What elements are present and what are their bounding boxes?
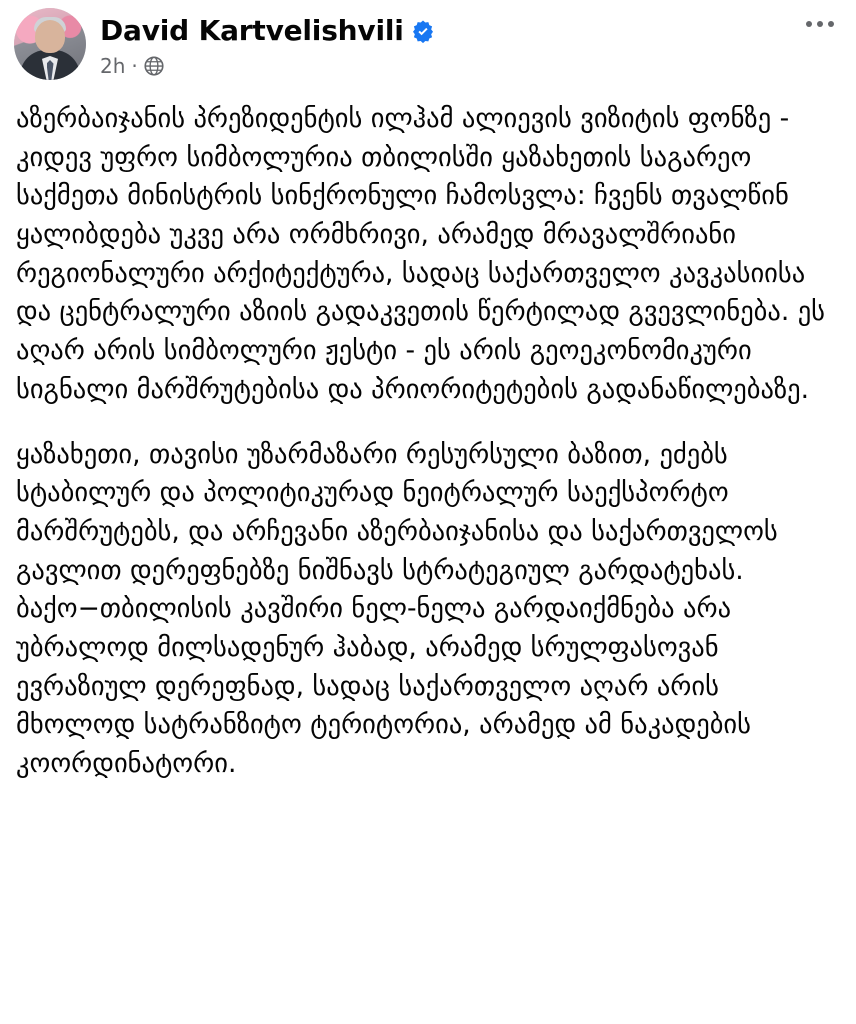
verified-badge-icon: [411, 19, 435, 43]
ellipsis-dot: [828, 21, 834, 27]
avatar[interactable]: [14, 8, 86, 80]
globe-icon[interactable]: [144, 56, 164, 76]
post-content: [14, 86, 842, 784]
post-timestamp[interactable]: 2h: [100, 53, 126, 78]
avatar-head: [35, 20, 65, 53]
post-paragraph: აზერბაიჯანის პრეზიდენტის ილჰამ ალიევის ვიზიტის ფონზე - კიდევ უფრო სიმბოლურია თბილისში ყაზახეთის საგარეო საქმეთა მინისტრის სინქრონული ჩამოსვლა: ჩვენს თვალწინ ყალიბდება უკვე არა ორმხრივი, არამედ მრავალშრიანი რეგიონალური არქიტექტურა, სადაც საქართველო კავკასიისა და ცენტრალური აზიის გადაკვეთის წერტილად გვევლინება. ეს აღარ არის სიმბოლური ჟესტი - ეს არის გეოეკონომიკური სიგნალი მარშრუტებისა და პრიორიტეტების გადანაწილებაზე.: [16, 103, 826, 405]
ellipsis-dot: [806, 21, 812, 27]
meta-separator: ·: [131, 53, 138, 78]
ellipsis-horizontal-icon[interactable]: [800, 10, 840, 38]
author-name-row: [100, 14, 842, 48]
post-author-block: [100, 8, 842, 78]
author-name[interactable]: David Kartvelishvili: [100, 14, 404, 47]
post-paragraph: ყაზახეთი, თავისი უზარმაზარი რესურსული ბაზით, ეძებს სტაბილურ და პოლიტიკურად ნეიტრალურ საექსპორტო მარშრუტებს, და არჩევანი აზერბაიჯანისა და საქართველოს გავლით დერეფნებზე ნიშნავს სტრატეგიულ გარდატეხას. ბაქო−თბილისის კავშირი ნელ-ნელა გარდაიქმნება არა უბრალოდ მილსადენურ ჰაბად, არამედ სრულფასოვან ევრაზიულ დერეფნად, სადაც საქართველო აღარ არის მხოლოდ სატრანზიტო ტერიტორია, არამედ ამ ნაკადების კოორდინატორი.: [16, 438, 778, 779]
post-header: [14, 0, 842, 86]
post-meta-row: [100, 54, 842, 78]
ellipsis-dot: [817, 21, 823, 27]
